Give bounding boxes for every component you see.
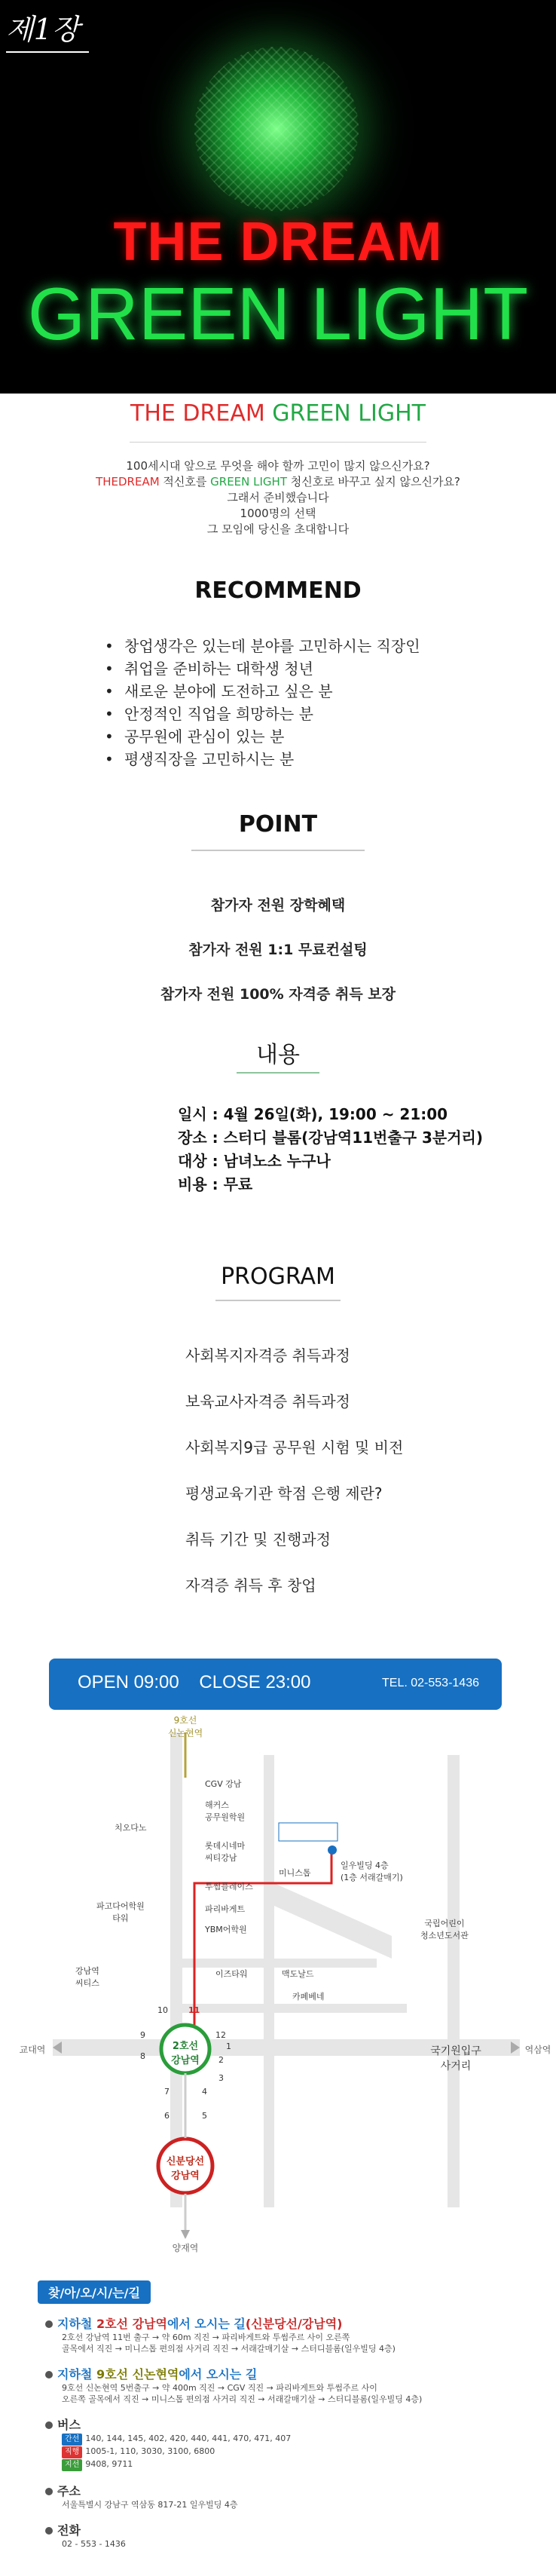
exit-2: 2	[218, 2055, 224, 2065]
intro-line-2	[0, 474, 556, 490]
map-roads	[0, 1710, 556, 2283]
recommend-list	[124, 635, 420, 770]
phone-heading	[45, 2521, 520, 2538]
list-item: 참가자 전원 100% 자격증 취득 보장	[160, 986, 396, 1003]
label-lotte: 롯데시네마 씨티강남	[205, 1841, 246, 1863]
details-list	[178, 1103, 483, 1196]
exit-7: 7	[164, 2087, 170, 2097]
bus-heading	[45, 2415, 520, 2433]
road-v1	[170, 1732, 182, 2207]
list-item: 자격증 취득 후 창업	[185, 1576, 316, 1594]
address-heading	[45, 2482, 520, 2499]
exit-3: 3	[218, 2073, 224, 2083]
page-title-green: GREEN LIGHT	[272, 400, 426, 427]
bus-red-routes: 1005-1, 110, 3030, 3100, 6800	[85, 2446, 215, 2456]
location-map	[0, 1710, 556, 2283]
intro-red: THEDREAM	[96, 475, 160, 489]
road-v2	[264, 1755, 274, 2207]
bus-green	[62, 2458, 520, 2471]
phone-block	[38, 2521, 520, 2550]
chapter-underline	[6, 51, 89, 53]
recommend-heading: RECOMMEND	[194, 577, 362, 604]
exit-6: 6	[164, 2111, 170, 2121]
page-title	[0, 394, 556, 434]
heading-prefix: 지하철	[57, 2367, 96, 2381]
bus-red	[62, 2446, 520, 2458]
bullet-icon	[45, 2421, 53, 2429]
detail-date: 일시 : 4월 26일(화), 19:00 ~ 21:00	[178, 1105, 448, 1123]
exit-5: 5	[202, 2111, 207, 2121]
point-list	[0, 884, 556, 1017]
program-heading: PROGRAM	[221, 1263, 335, 1290]
phone-number: TEL. 02-553-1436	[382, 1677, 479, 1689]
direction-line: 9호선 신논현역 5번출구 → 약 400m 직진 → CGV 직진 → 파리바게트와 투썸주르 사이	[62, 2383, 377, 2393]
road-v3	[448, 1755, 460, 2207]
directions-section	[38, 2280, 520, 2550]
point-heading: POINT	[238, 811, 318, 838]
label-gangnam-cities: 강남역 씨티스	[75, 1966, 99, 1988]
list-item: 참가자 전원 1:1 무료컨설팅	[188, 942, 368, 958]
label-ybm: YBM어학원	[205, 1925, 247, 1934]
bus-green-tag: 지선	[62, 2459, 82, 2471]
list-item: • 공무원에 관심이 있는 분	[124, 725, 420, 748]
heading-mid: 에서 오시는 길	[179, 2367, 258, 2381]
directions-title: 찾/아/오/시/는/길	[38, 2280, 151, 2304]
intro-line-5: 그 모임에 당신을 초대합니다	[206, 522, 350, 536]
exit-9: 9	[140, 2030, 145, 2040]
details-heading: 내용	[256, 1042, 300, 1068]
label-ilwoo-building: 일우빌딩 4층 (1층 서래갈매기)	[341, 1861, 403, 1882]
kukgiwon-junction: 국기원입구 사거리	[430, 2045, 481, 2072]
bullet-icon	[45, 2371, 53, 2378]
hero-banner	[0, 0, 556, 394]
intro-mid: 적신호를	[159, 475, 211, 489]
label-iz-tower: 이즈타워	[215, 1969, 248, 1979]
subway-line2-heading	[45, 2314, 520, 2332]
phone-text: 02 - 553 - 1436	[62, 2539, 126, 2549]
program-underline	[215, 1300, 341, 1301]
point-underline	[191, 850, 365, 851]
label-cgv: CGV 강남	[205, 1779, 242, 1789]
list-item: • 새로운 분야에 도전하고 싶은 분	[124, 680, 420, 703]
exit-10: 10	[157, 2005, 168, 2015]
bus-blue	[62, 2433, 520, 2446]
list-item: • 취업을 준비하는 대학생 청년	[124, 657, 420, 680]
station-gyodae: 교대역	[19, 2045, 46, 2055]
subway-line9-directions	[38, 2365, 520, 2405]
direction-line: 골목에서 직진 → 미니스톱 편의점 사거리 직진 → 서래갈매기살 → 스터디블롬(일우빌딩 4층)	[62, 2344, 396, 2354]
exit-8: 8	[140, 2051, 145, 2061]
intro-text	[0, 458, 556, 538]
list-item: 사회복지자격증 취득과정	[185, 1346, 350, 1365]
studyblom-logo	[279, 1823, 338, 1841]
arrow-down	[181, 2230, 190, 2239]
heading-highlight: 9호선 신논현역	[96, 2367, 179, 2381]
hero-title-red: THE DREAM	[113, 212, 443, 272]
label-paris: 파리바게트	[205, 1904, 246, 1914]
direction-line: 오른쪽 골목에서 직진 → 미니스톱 편의점 사거리 직진 → 서래갈매기살 → 스터디블롬(일우빌딩 4층)	[62, 2394, 423, 2404]
bus-blue-tag: 간선	[62, 2434, 82, 2446]
heading-highlight: 2호선 강남역	[96, 2317, 167, 2331]
exit-12: 12	[215, 2030, 226, 2040]
chapter-label: 제1장	[6, 13, 80, 46]
bus-red-tag: 직행	[62, 2446, 82, 2458]
bullet-icon	[45, 2320, 53, 2328]
label-twosome: 투썸플레이스	[205, 1882, 253, 1891]
heading-mid: 에서 오시는 길	[166, 2317, 246, 2331]
exit-11: 11	[188, 2005, 200, 2015]
station-yeoksam: 역삼역	[524, 2045, 551, 2055]
details-underline	[237, 1072, 319, 1074]
list-item: 평생교육기관 학점 은행 제란?	[185, 1484, 383, 1502]
list-item: 취득 기간 및 진행과정	[185, 1530, 331, 1548]
address-text: 서울특별시 강남구 역삼동 817-21 일우빌딩 4층	[62, 2500, 238, 2510]
bullet-icon	[45, 2527, 53, 2535]
title-divider	[130, 442, 426, 443]
hours-bar	[49, 1659, 502, 1710]
intro-line-4: 1000명의 선택	[240, 507, 316, 520]
address-heading-text: 주소	[57, 2484, 81, 2498]
detail-cost: 비용 : 무료	[178, 1175, 253, 1193]
bus-heading-text: 버스	[57, 2418, 81, 2432]
address-block	[38, 2482, 520, 2510]
heading-prefix: 지하철	[57, 2317, 96, 2331]
road-h3	[173, 2004, 407, 2013]
bus-green-routes: 9408, 9711	[85, 2459, 133, 2469]
subway-line9-heading	[45, 2365, 520, 2382]
intro-green: GREEN LIGHT	[210, 475, 287, 489]
label-cafebene: 카페베네	[292, 1992, 325, 2002]
destination-marker	[328, 1845, 337, 1855]
list-item: 참가자 전원 장학혜택	[210, 897, 346, 914]
list-item: • 창업생각은 있는데 분야를 고민하시는 직장인	[124, 635, 420, 657]
label-chiodano: 치오다노	[115, 1823, 147, 1833]
road-h2	[173, 1959, 377, 1968]
list-item: 사회복지9급 공무원 시험 및 비전	[185, 1438, 404, 1456]
open-close-hours: OPEN 09:00 CLOSE 23:00	[78, 1672, 311, 1692]
direction-line: 2호선 강남역 11번 출구 → 약 60m 직진 → 파리바게트와 투썸주르 사이 오른쪽	[62, 2332, 350, 2342]
exit-4: 4	[202, 2087, 207, 2097]
bus-directions	[38, 2415, 520, 2471]
detail-place: 장소 : 스터디 블롬(강남역11번출구 3분거리)	[178, 1129, 483, 1147]
label-pagoda: 파고다어학원 타워	[96, 1901, 145, 1923]
station-yangjae: 양재역	[172, 2243, 199, 2253]
bullet-icon	[45, 2488, 53, 2495]
intro-line-3: 그래서 준비했습니다	[227, 491, 329, 504]
station-line9: 9호선 신논현역	[167, 1715, 203, 1738]
phone-heading-text: 전화	[57, 2523, 81, 2538]
label-ministop: 미니스톱	[279, 1868, 311, 1878]
station-gangnam-sinbundang: 신분당선 강남역	[166, 2156, 205, 2182]
intro-end: 청신호로 바꾸고 싶지 않으신가요?	[287, 475, 460, 489]
list-item: • 안정적인 직업을 희망하는 분	[124, 703, 420, 725]
station-gangnam-line2: 2호선 강남역	[171, 2041, 200, 2066]
page-title-red: THE DREAM	[130, 400, 265, 427]
program-list	[185, 1333, 403, 1609]
heading-highlight-2: (신분당선/강남역)	[245, 2317, 343, 2331]
bus-blue-routes: 140, 144, 145, 402, 420, 440, 441, 470, 471, 407	[85, 2434, 292, 2443]
list-item: 보육교사자격증 취득과정	[185, 1392, 350, 1411]
orb-mesh	[194, 47, 359, 211]
intro-line-1: 100세시대 앞으로 무엇을 해야 할까 고민이 많지 않으신가요?	[126, 459, 430, 473]
hero-title-green: GREEN LIGHT	[27, 272, 529, 355]
list-item: • 평생직장을 고민하시는 분	[124, 748, 420, 770]
detail-target: 대상 : 남녀노소 누구나	[178, 1152, 331, 1170]
subway-line2-directions	[38, 2314, 520, 2354]
label-mcdonalds: 맥도날드	[282, 1969, 314, 1979]
road-diag	[274, 1883, 392, 1959]
label-library: 국립어린이 청소년도서관	[420, 1919, 469, 1940]
label-hackers: 해커스 공무원학원	[205, 1800, 246, 1822]
exit-1: 1	[226, 2042, 231, 2051]
